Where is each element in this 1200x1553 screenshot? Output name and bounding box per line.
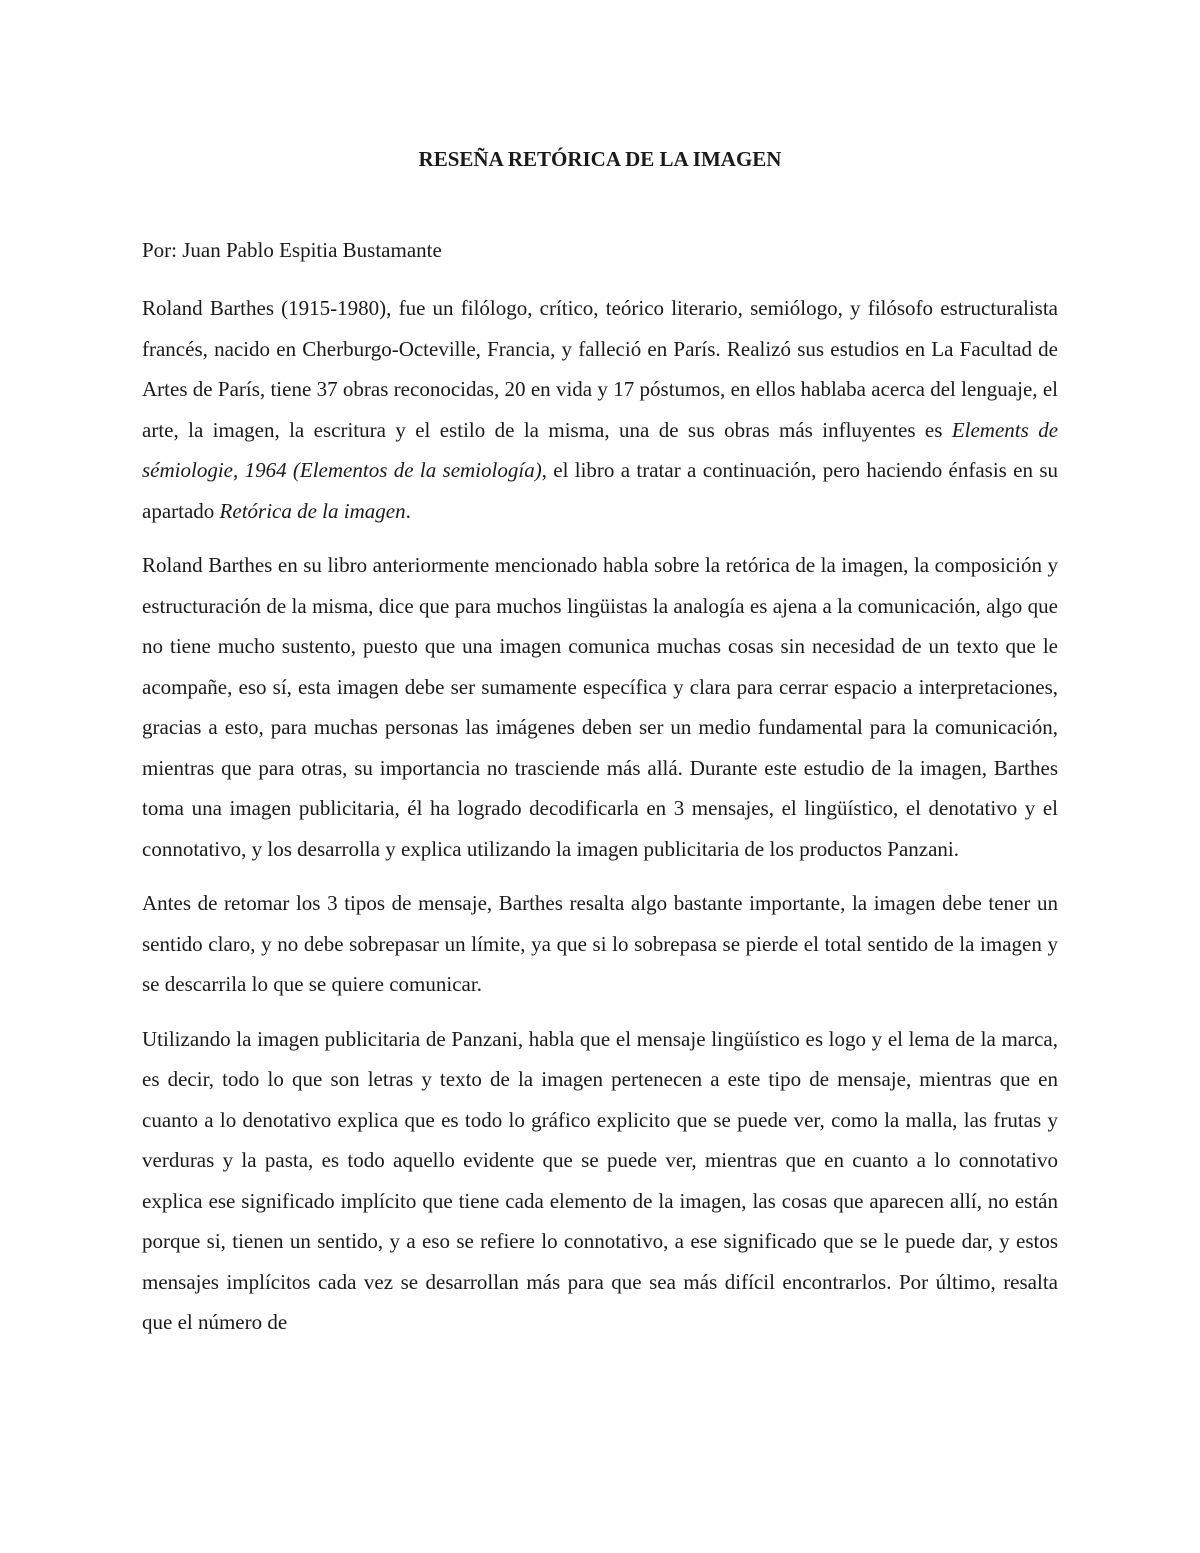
author-line: Por: Juan Pablo Espitia Bustamante: [142, 238, 442, 262]
section-title-italic: Retórica de la imagen: [219, 498, 406, 523]
paragraph-4: Utilizando la imagen publicitaria de Panzani, habla que el mensaje lingüístico es logo y el lema de la marca, es decir, todo lo que son letras y texto de la imagen pertenecen a este tipo de mensaje, mientras que en cuanto a lo denotativo explica que es todo lo gráfico explicito que se puede ver, como la malla, las frutas y verduras y la pasta, es todo aquello evidente que se puede ver, mientras que en cuanto a lo connotativo explica ese significado implícito que tiene cada elemento de la imagen, las cosas que aparecen allí, no están porque si, tienen un sentido, y a eso se refiere lo connotativo, a ese significado que se le puede dar, y estos mensajes implícitos cada vez se desarrollan más para que sea más difícil encontrarlos. Por último, resalta que el número de: [142, 1026, 1058, 1334]
paragraph-1-middle: el libro a tratar a continuación, pero haciendo énfasis en su apartado: [142, 458, 1059, 523]
paragraph-1-text: Roland Barthes (1915-1980), fue un filólogo, crítico, teórico literario, semiólogo, y filósofo estructuralista francés, nacido en Cherburgo-Octeville, Francia, y falleció en París. Realizó sus estudios en La Facultad de Artes de París, tiene 37 obras reconocidas, 20 en vida y 17 póstumos, en ellos hablaba acerca del lenguaje, el arte, la imagen, la escritura y el estilo de la misma, una de sus obras más influyentes es: [142, 296, 1058, 442]
book-title-italic: Elements de sémiologie, 1964 (Elementos de la semiología),: [142, 417, 1059, 482]
paragraph-2: Roland Barthes en su libro anteriormente mencionado habla sobre la retórica de la imagen, la composición y estructuración de la misma, dice que para muchos lingüistas la analogía es ajena a la comunicación, algo que no tiene mucho sustento, puesto que una imagen comunica muchas cosas sin necesidad de un texto que le acompañe, eso sí, esta imagen debe ser sumamente específica y clara para cerrar espacio a interpretaciones, gracias a esto, para muchas personas las imágenes deben ser un medio fundamental para la comunicación, mientras que para otras, su importancia no trasciende más allá. Durante este estudio de la imagen, Barthes toma una imagen publicitaria, él ha logrado decodificarla en 3 mensajes, el lingüístico, el denotativo y el connotativo, y los desarrolla y explica utilizando la imagen publicitaria de los productos Panzani.: [142, 553, 1058, 861]
paragraph-1-end: .: [405, 498, 411, 523]
paragraph-3: Antes de retomar los 3 tipos de mensaje, Barthes resalta algo bastante importante, la imagen debe tener un sentido claro, y no debe sobrepasar un límite, ya que si lo sobrepasa se pierde el total sentido de la imagen y se descarrila lo que se quiere comunicar.: [142, 891, 1058, 996]
document-page: [142, 146, 1058, 1357]
document-title: RESEÑA RETÓRICA DE LA IMAGEN: [418, 147, 782, 171]
paragraph-1: [142, 288, 1058, 531]
